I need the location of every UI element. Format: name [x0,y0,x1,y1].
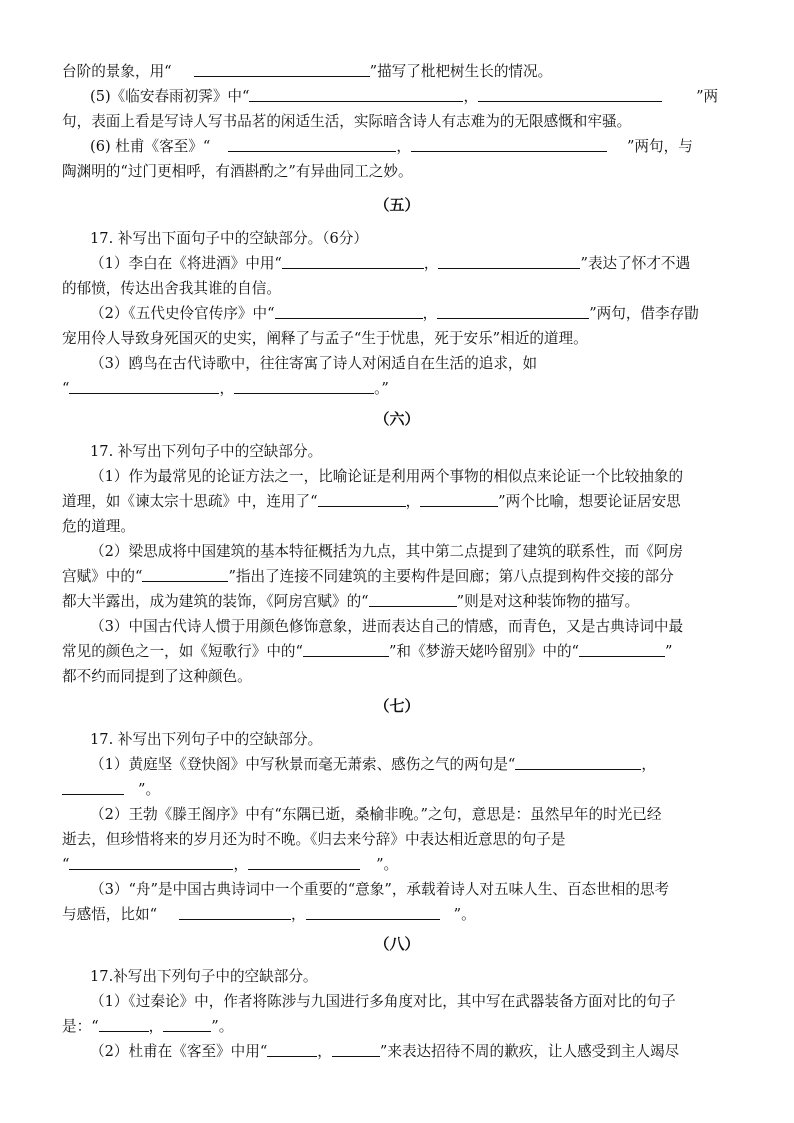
s4-line-2: (5)《临安春雨初霁》中“ ， ”两 [90,88,719,105]
s6-line-8: 常见的颜色之一，如《短歌行》中的“ ”和《梦游天姥吟留别》中的“ ” [62,643,673,660]
s4-line-4: (6) 杜甫《客至》“ ， ”两句，与 [90,138,693,155]
answer-blank [62,780,124,795]
answer-blank [438,254,580,269]
s6-line-1: （1）作为最常见的论证方法之一，比喻论证是利用两个事物的相似点来论证一个比较抽象的 [90,468,684,485]
s5-line-1: （1）李白在《将进酒》中用“ ， ”表达了怀才不遇 [90,255,691,272]
s5-line-5: （3）鸥鸟在古代诗歌中，往往寄寓了诗人对闲适自在生活的追求，如 [90,355,538,372]
s8-line-3: （2）杜甫在《客至》中用“ ， ”来表达招待不周的歉疚，让人感受到主人竭尽 [90,1043,680,1060]
s8-question: 17.补写出下列句子中的空缺部分。 [90,968,318,985]
answer-blank [332,1042,380,1057]
s5-line-6: “ ， 。” [62,380,389,397]
section-title-6: （六） [374,410,420,428]
section-title-8: （八） [374,935,420,953]
s7-line-3: （2）王勃《滕王阁序》中有“东隅已逝，桑榆非晚。”之句，意思是：虽然早年的时光已经 [90,806,662,823]
s7-question: 17. 补写出下列句子中的空缺部分。 [90,731,323,748]
s4-line-3: 句，表面上看是写诗人写书品茗的闲适生活，实际暗含诗人有志难为的无限感慨和牢骚。 [62,113,632,130]
section-title-5: （五） [374,196,420,214]
section-title-7: （七） [374,697,420,715]
s6-line-9: 都不约而同提到了这种颜色。 [62,668,252,685]
answer-blank [234,379,374,394]
s6-line-4: （2）梁思成将中国建筑的基本特征概括为九点，其中第二点提到了建筑的联系性，而《阿房 [90,543,684,560]
answer-blank [267,1042,317,1057]
s8-line-1: （1）《过秦论》中，作者将陈涉与九国进行多角度对比，其中写在武器装备方面对比的句子 [90,993,676,1010]
answer-blank [248,855,360,870]
answer-blank [318,492,406,507]
s4-line-5: 陶渊明的“过门更相呼，有酒斟酌之”有异曲同工之妙。 [62,163,413,180]
answer-blank [142,567,228,582]
answer-blank [99,1017,149,1032]
s8-line-2: 是：“ ， ”。 [62,1018,234,1035]
answer-blank [228,137,396,152]
answer-blank [249,87,463,102]
s5-line-3: （2）《五代史伶官传序》中“ ， ”两句，借李存勖 [90,305,699,322]
answer-blank [306,905,440,920]
s7-line-5: “ ， ”。 [62,856,399,873]
s5-question: 17. 补写出下面句子中的空缺部分。（6分） [90,230,368,247]
s6-line-5: 宫赋》中的“ ”指出了连接不同建筑的主要构件是回廊；第八点提到构件交接的部分 [62,568,674,585]
answer-blank [303,642,389,657]
s6-line-3: 危的道理。 [62,518,135,535]
answer-blank [478,87,662,102]
answer-blank [411,137,607,152]
s6-question: 17. 补写出下列句子中的空缺部分。 [90,443,323,460]
answer-blank [420,492,498,507]
s7-line-4: 逝去，但珍惜将来的岁月还为时不晚。《归去来兮辞》中表达相近意思的句子是 [62,831,566,848]
answer-blank [515,755,641,770]
answer-blank [69,379,219,394]
answer-blank [282,254,424,269]
s4-line-1: 台阶的景象，用“ ”描写了枇杷树生长的情况。 [62,63,553,80]
answer-blank [163,1017,211,1032]
s5-line-2: 的郁愤，传达出舍我其谁的自信。 [62,280,281,297]
s7-line-6: （3）“舟”是中国古典诗词中一个重要的“意象”，承载着诗人对五味人生、百态世相的思考 [90,881,670,898]
answer-blank [275,304,423,319]
s6-line-2: 道理，如《谏太宗十思疏》中，连用了“ ， ”两个比喻，想要论证居安思 [62,493,681,510]
s6-line-6: 都大半露出，成为建筑的装饰，《阿房宫赋》的“ ”则是对这种装饰物的描写。 [62,593,640,610]
s5-line-4: 宠用伶人导致身死国灭的史实，阐释了与孟子“生于忧患，死于安乐”相近的道理。 [62,330,588,347]
s6-line-7: （3）中国古代诗人惯于用颜色修饰意象，进而表达自己的情感，而青色，又是古典诗词中最 [90,618,684,635]
s7-line-7: 与感悟，比如“ ， ”。 [62,906,476,923]
answer-blank [369,592,457,607]
answer-blank [579,642,665,657]
answer-blank [179,905,291,920]
answer-blank [69,855,233,870]
s7-line-2: ”。 [62,779,160,801]
s7-line-1: （1）黄庭坚《登快阁》中写秋景而毫无萧索、感伤之气的两句是“ ， [90,756,656,773]
answer-blank [194,62,370,77]
answer-blank [437,304,589,319]
